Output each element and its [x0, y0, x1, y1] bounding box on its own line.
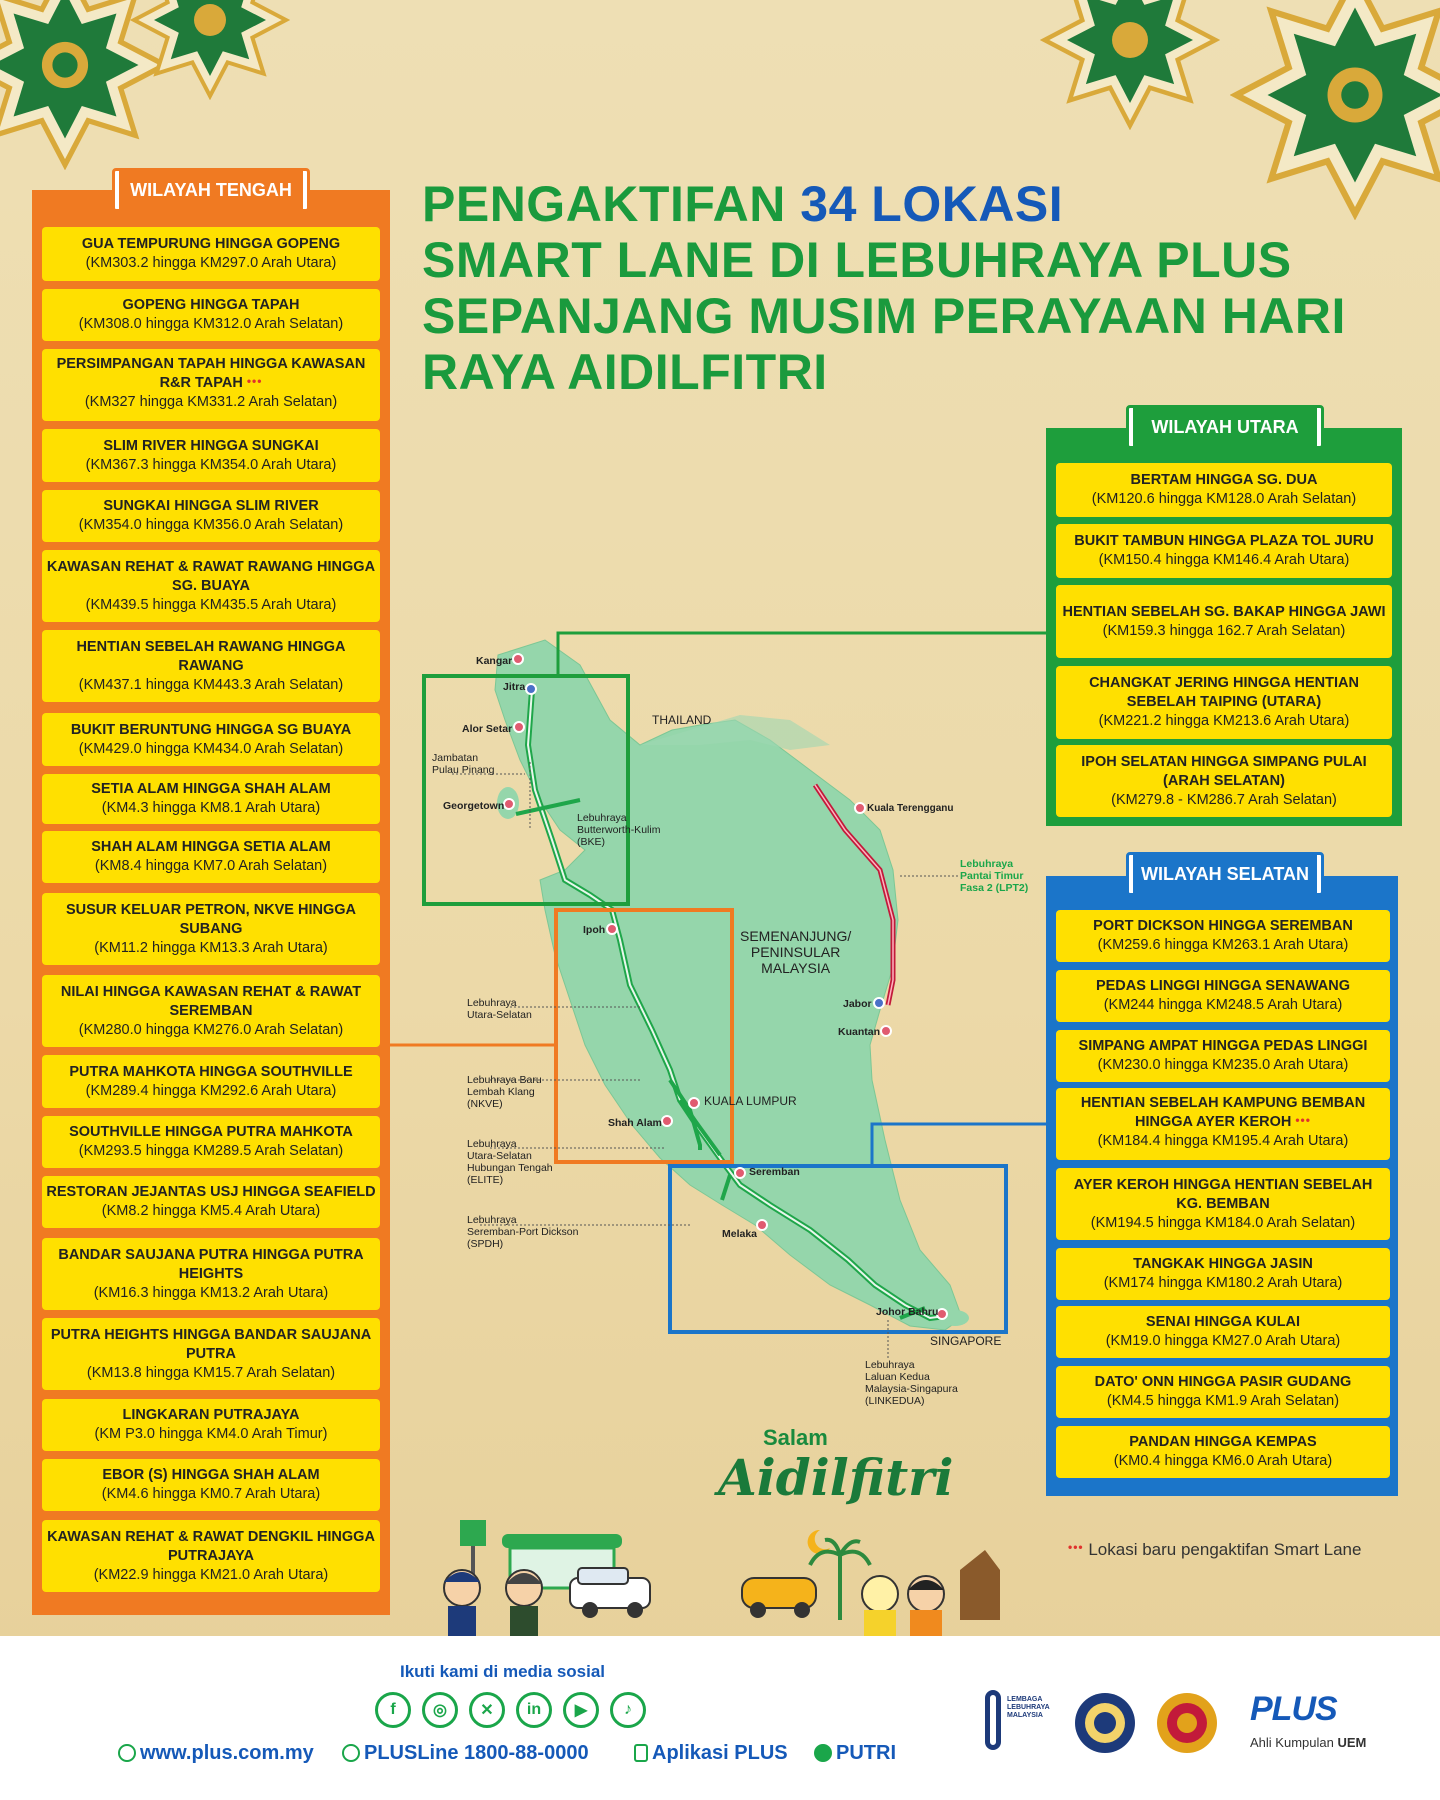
location-title: SHAH ALAM HINGGA SETIA ALAM [91, 839, 331, 855]
location-title: RESTORAN JEJANTAS USJ HINGGA SEAFIELD [46, 1184, 376, 1200]
location-title: BUKIT BERUNTUNG HINGGA SG BUAYA [70, 721, 352, 738]
location-km-range: (KM159.3 hingga 162.7 Arah Selatan) [1102, 622, 1346, 639]
location-title: PORT DICKSON HINGGA SEREMBAN [1093, 918, 1353, 934]
title-highlight: 34 LOKASI [800, 176, 1064, 232]
map-label-kangar: Kangar [476, 655, 513, 667]
location-km-range: (KM4.6 hingga KM0.7 Arah Utara) [101, 1486, 321, 1502]
location-title: BANDAR SAUJANA PUTRA HINGGA PUTRA HEIGHTS [58, 1246, 364, 1282]
location-km-range: (KM308.0 hingga KM312.0 Arah Selatan) [78, 316, 344, 332]
wilayah-utara-title: WILAYAH UTARA [1126, 405, 1324, 449]
legend-new-location [1068, 1540, 1361, 1560]
map-label-shah-alam: Shah Alam [608, 1117, 662, 1129]
location-km-range: (KM327 hingga KM331.2 Arah Selatan) [84, 394, 338, 410]
location-title: PUTRA MAHKOTA HINGGA SOUTHVILLE [69, 1063, 353, 1080]
city-marker [735, 1168, 745, 1178]
location-km-range: (KM279.8 - KM286.7 Arah Selatan) [1111, 791, 1337, 808]
location-km-range: (KM259.6 hingga KM263.1 Arah Utara) [1097, 937, 1349, 953]
location-km-range: (KM367.3 hingga KM354.0 Arah Utara) [85, 456, 337, 473]
location-km-range: (KM289.4 hingga KM292.6 Arah Utara) [85, 1082, 337, 1099]
map-label-jambatan: Jambatan Pulau Pinang [432, 752, 495, 776]
festive-illustration [440, 1510, 1000, 1636]
location-title: SOUTHVILLE HINGGA PUTRA MAHKOTA [69, 1124, 353, 1140]
location-title: IPOH SELATAN HINGGA SIMPANG PULAI (ARAH SELATAN) [1081, 753, 1367, 789]
city-marker [874, 998, 884, 1008]
location-title: PANDAN HINGGA KEMPAS [1129, 1434, 1317, 1450]
new-location-marker: ••• [1068, 1540, 1084, 1554]
city-marker [514, 722, 524, 732]
location-title: SETIA ALAM HINGGA SHAH ALAM [91, 781, 331, 797]
location-km-range: (KM354.0 hingga KM356.0 Arah Selatan) [78, 517, 344, 533]
legend-text: Lokasi baru pengaktifan Smart Lane [1088, 1540, 1362, 1559]
location-km-range: (KM221.2 hingga KM213.6 Arah Utara) [1098, 713, 1350, 729]
map-label-bke: Lebuhraya Butterworth-Kulim (BKE) [577, 812, 661, 848]
location-title: SUNGKAI HINGGA SLIM RIVER [103, 498, 319, 514]
location-title: HENTIAN SEBELAH SG. BAKAP HINGGA JAWI [1062, 603, 1386, 620]
map-label-nkve: Lebuhraya Baru Lembah Klang (NKVE) [467, 1074, 542, 1110]
location-km-range: (KM194.5 hingga KM184.0 Arah Selatan) [1090, 1214, 1356, 1231]
plusline-link[interactable]: PLUSLine 1800-88-0000 [342, 1742, 589, 1765]
chatbot-icon [814, 1744, 832, 1762]
location-km-range: (KM P3.0 hingga KM4.0 Arah Timur) [94, 1426, 328, 1442]
city-marker [757, 1220, 767, 1230]
facebook-icon[interactable]: f [375, 1692, 411, 1728]
greeting-salam: Salam [763, 1425, 828, 1450]
footer [0, 1636, 1440, 1800]
location-title: PEDAS LINGGI HINGGA SENAWANG [1095, 978, 1351, 994]
plus-logo: PLUS Ahli Kumpulan UEM [1250, 1690, 1367, 1750]
wilayah-tengah-title: WILAYAH TENGAH [112, 168, 310, 212]
map-label-melaka: Melaka [722, 1228, 758, 1240]
location-title: SIMPANG AMPAT HINGGA PEDAS LINGGI [1078, 1038, 1368, 1054]
location-title: SLIM RIVER HINGGA SUNGKAI [103, 437, 319, 454]
location-km-range: (KM437.1 hingga KM443.3 Arah Selatan) [78, 676, 344, 693]
location-title: SUSUR KELUAR PETRON, NKVE HINGGA SUBANG [65, 901, 357, 937]
map-label-elite: Lebuhraya Utara-Selatan Hubungan Tengah (ELITE) [467, 1138, 553, 1186]
location-km-range: (KM4.5 hingga KM1.9 Arah Selatan) [1106, 1393, 1340, 1409]
location-title: BUKIT TAMBUN HINGGA PLAZA TOL JURU [1074, 533, 1374, 549]
map-label-seremban: Seremban [749, 1166, 800, 1178]
location-title: DATO' ONN HINGGA PASIR GUDANG [1094, 1374, 1352, 1390]
location-km-range: (KM8.2 hingga KM5.4 Arah Utara) [101, 1203, 321, 1219]
globe-icon [118, 1744, 136, 1762]
location-title: HENTIAN SEBELAH KAMPUNG BEMBAN HINGGA AYER KEROH [1080, 1095, 1366, 1130]
x-icon[interactable]: ✕ [469, 1692, 505, 1728]
new-location-marker: ••• [246, 374, 263, 388]
location-km-range: (KM293.5 hingga KM289.5 Arah Selatan) [78, 1143, 344, 1159]
map-label-jabor: Jabor [843, 998, 872, 1010]
linkedin-icon[interactable]: in [516, 1692, 552, 1728]
map-label-singapore: SINGAPORE [930, 1334, 1002, 1348]
wilayah-selatan-title: WILAYAH SELATAN [1126, 852, 1324, 896]
title-line-3: SEPANJANG MUSIM PERAYAAN HARI [422, 288, 1346, 344]
location-title: TANGKAK HINGGA JASIN [1133, 1256, 1313, 1272]
map-label-johor-bahru: Johor Bahru [876, 1306, 939, 1318]
location-title: NILAI HINGGA KAWASAN REHAT & RAWAT SEREMBAN [60, 983, 362, 1019]
map-label-peninsular: SEMENANJUNG/ PENINSULAR MALAYSIA [740, 928, 852, 976]
location-km-range: (KM244 hingga KM248.5 Arah Utara) [1103, 997, 1343, 1013]
youtube-icon[interactable]: ▶ [563, 1692, 599, 1728]
location-title: SENAI HINGGA KULAI [1145, 1314, 1301, 1330]
location-km-range: (KM11.2 hingga KM13.3 Arah Utara) [94, 939, 328, 956]
location-km-range: (KM120.6 hingga KM128.0 Arah Selatan) [1091, 491, 1357, 507]
location-title: GOPENG HINGGA TAPAH [122, 297, 300, 313]
putri-link[interactable]: PUTRI [814, 1742, 896, 1765]
location-km-range: (KM22.9 hingga KM21.0 Arah Utara) [93, 1566, 329, 1583]
city-marker [855, 803, 865, 813]
police-crest-icon [1070, 1688, 1140, 1758]
title-line-1a: PENGAKTIFAN [422, 176, 786, 232]
city-marker [513, 654, 523, 664]
location-km-range: (KM8.4 hingga KM7.0 Arah Selatan) [94, 858, 328, 874]
map-label-spdh: Lebuhraya Seremban-Port Dickson (SPDH) [467, 1214, 579, 1250]
instagram-icon[interactable]: ◎ [422, 1692, 458, 1728]
location-km-range: (KM439.5 hingga KM435.5 Arah Utara) [85, 596, 337, 613]
app-link[interactable]: Aplikasi PLUS [634, 1742, 788, 1765]
location-km-range: (KM303.2 hingga KM297.0 Arah Utara) [85, 255, 337, 271]
llm-logo: LEMBAGA LEBUHRAYA MALAYSIA [985, 1690, 1045, 1756]
map-label-alor-setar: Alor Setar [462, 723, 513, 735]
tiktok-icon[interactable]: ♪ [610, 1692, 646, 1728]
location-km-range: (KM174 hingga KM180.2 Arah Utara) [1103, 1275, 1343, 1291]
location-km-range: (KM150.4 hingga KM146.4 Arah Utara) [1098, 552, 1350, 568]
location-title: EBOR (S) HINGGA SHAH ALAM [102, 1467, 320, 1483]
location-title: HENTIAN SEBELAH RAWANG HINGGA RAWANG [76, 638, 346, 674]
location-km-range: (KM0.4 hingga KM6.0 Arah Utara) [1113, 1453, 1333, 1469]
map-label-lpt2: Lebuhraya Pantai Timur Fasa 2 (LPT2) [960, 858, 1029, 894]
location-km-range: (KM429.0 hingga KM434.0 Arah Selatan) [78, 740, 344, 757]
city-marker [526, 684, 536, 694]
location-title: PERSIMPANGAN TAPAH HINGGA KAWASAN R&R TAPAH [56, 356, 366, 391]
location-km-range: (KM230.0 hingga KM235.0 Arah Utara) [1097, 1057, 1349, 1073]
location-km-range: (KM13.8 hingga KM15.7 Arah Selatan) [86, 1364, 336, 1381]
follow-label: Ikuti kami di media sosial [400, 1662, 606, 1681]
map-label-georgetown: Georgetown [443, 800, 505, 812]
location-km-range: (KM184.4 hingga KM195.4 Arah Utara) [1097, 1133, 1349, 1149]
website-link[interactable]: www.plus.com.my [118, 1742, 314, 1765]
map-label-kuantan: Kuantan [838, 1026, 880, 1038]
city-marker [937, 1309, 947, 1319]
title-line-4: RAYA AIDILFITRI [422, 344, 828, 400]
map-label-kuala-terengganu: Kuala Terengganu [867, 803, 954, 814]
map-label-linkedua: Lebuhraya Laluan Kedua Malaysia-Singapura (LINKEDUA) [865, 1359, 958, 1407]
location-title: GUA TEMPURUNG HINGGA GOPENG [81, 236, 341, 252]
city-marker [662, 1116, 672, 1126]
city-marker [689, 1098, 699, 1108]
map-label-ipoh: Ipoh [583, 924, 606, 936]
location-title: KAWASAN REHAT & RAWAT DENGKIL HINGGA PUTRAJAYA [47, 1528, 375, 1564]
map-label-thailand: THAILAND [652, 713, 712, 727]
location-title: BERTAM HINGGA SG. DUA [1130, 472, 1318, 488]
phone-icon [342, 1744, 360, 1762]
location-km-range: (KM16.3 hingga KM13.2 Arah Utara) [93, 1284, 329, 1301]
city-marker [607, 924, 617, 934]
city-marker [504, 799, 514, 809]
location-title: AYER KEROH HINGGA HENTIAN SEBELAH KG. BEMBAN [1073, 1176, 1373, 1212]
new-location-marker: ••• [1295, 1113, 1311, 1127]
map-label-kuala-lumpur: KUALA LUMPUR [704, 1094, 797, 1108]
mobile-app-icon [634, 1744, 648, 1762]
location-title: CHANGKAT JERING HINGGA HENTIAN SEBELAH TAIPING (UTARA) [1089, 675, 1359, 710]
jpj-crest-icon [1152, 1688, 1222, 1758]
location-km-range: (KM280.0 hingga KM276.0 Arah Selatan) [78, 1021, 344, 1038]
location-title: PUTRA HEIGHTS HINGGA BANDAR SAUJANA PUTRA [50, 1326, 372, 1362]
map-label-jitra: Jitra [503, 681, 526, 693]
location-title: KAWASAN REHAT & RAWAT RAWANG HINGGA SG. BUAYA [46, 558, 376, 594]
location-km-range: (KM19.0 hingga KM27.0 Arah Utara) [1105, 1333, 1341, 1349]
map-label-plus-highway: Lebuhraya Utara-Selatan [467, 997, 532, 1021]
city-marker [881, 1026, 891, 1036]
location-title: LINGKARAN PUTRAJAYA [122, 1407, 300, 1423]
title-line-2: SMART LANE DI LEBUHRAYA PLUS [422, 232, 1292, 288]
greeting-aidilfitri: Aidilfitri [718, 1448, 954, 1507]
location-km-range: (KM4.3 hingga KM8.1 Arah Utara) [101, 800, 321, 816]
